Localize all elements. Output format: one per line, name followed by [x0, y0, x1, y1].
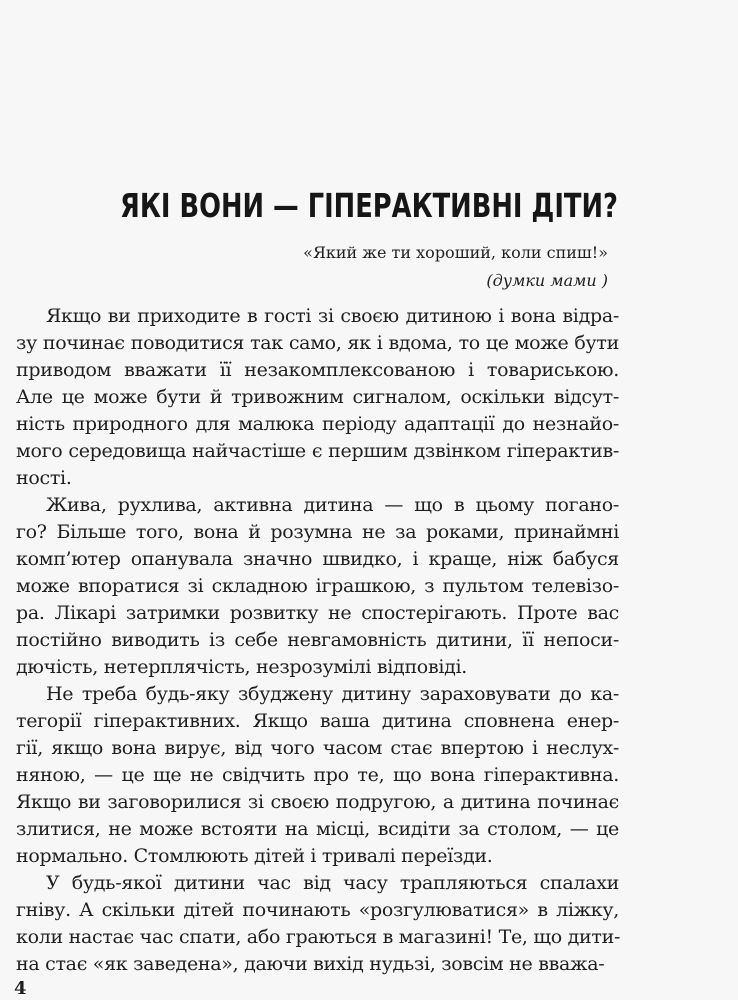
chapter-title: ЯКІ ВОНИ — ГІПЕРАКТИВНІ ДІТИ?	[120, 186, 618, 225]
text-line: мого середовища найчастіше є першим дзвінком гіперактив-	[16, 440, 619, 462]
text-line: ності.	[16, 467, 72, 489]
text-line: Жива, рухлива, активна дитина — що в цьому погано-	[46, 494, 619, 516]
page-number: 4	[14, 978, 27, 999]
text-line: може впоратися зі складною іграшкою, з пультом телевізо-	[16, 575, 619, 597]
text-line: Не треба будь-яку збуджену дитину зараховувати до ка-	[46, 683, 619, 705]
text-line: ність природного для малюка періоду адаптації до незнайо-	[16, 413, 619, 435]
text-line: няною, — це ще не свідчить про те, що вона гіперактивна.	[16, 764, 619, 786]
text-line: приводом вважати її незакомплексованою і товариською.	[16, 359, 619, 381]
text-line: гніву. А скільки дітей починають «розгулюватися» в ліжку,	[16, 899, 619, 921]
text-line: зу починає поводитися так само, як і вдома, то це може бути	[16, 332, 619, 354]
text-line: на стає «як заведена», даючи вихід нудьзі, зовсім не вважа-	[16, 953, 605, 975]
text-line: У будь-якої дитини час від часу трапляються спалахи	[46, 872, 619, 894]
text-line: тегорії гіперактивних. Якщо ваша дитина сповнена енер-	[16, 710, 619, 732]
text-line: Якщо ви заговорилися зі своєю подругою, а дитина починає	[16, 791, 619, 813]
text-line: ра. Лікарі затримки розвитку не спостерігають. Проте вас	[16, 602, 619, 624]
text-line: постійно виводить із себе невгамовність дитини, її непоси-	[16, 629, 619, 651]
text-line: го? Більше того, вона й розумна не за роками, принаймні	[16, 521, 619, 543]
epigraph-source: (думки мами )	[486, 271, 608, 290]
text-line: дючість, нетерплячість, незрозумілі відповіді.	[16, 656, 468, 678]
text-line: нормально. Стомлюють дітей і тривалі переїзди.	[16, 845, 493, 867]
text-line: коли настає час спати, або граються в магазині! Те, що дити-	[16, 926, 621, 948]
text-line: гії, якщо вона вирує, від чого часом стає впертою і неслух-	[16, 737, 619, 759]
text-line: Якщо ви приходите в гості зі своєю дитиною і вона відра-	[46, 305, 619, 327]
text-line: Але це може бути й тривожним сигналом, оскільки відсут-	[16, 386, 619, 408]
epigraph-quote: «Який же ти хороший, коли спиш!»	[303, 243, 608, 262]
text-line: злитися, не може встояти на місці, всидіти за столом, — це	[16, 818, 619, 840]
text-line: комп’ютер опанувала значно швидко, і краще, ніж бабуся	[16, 548, 619, 570]
